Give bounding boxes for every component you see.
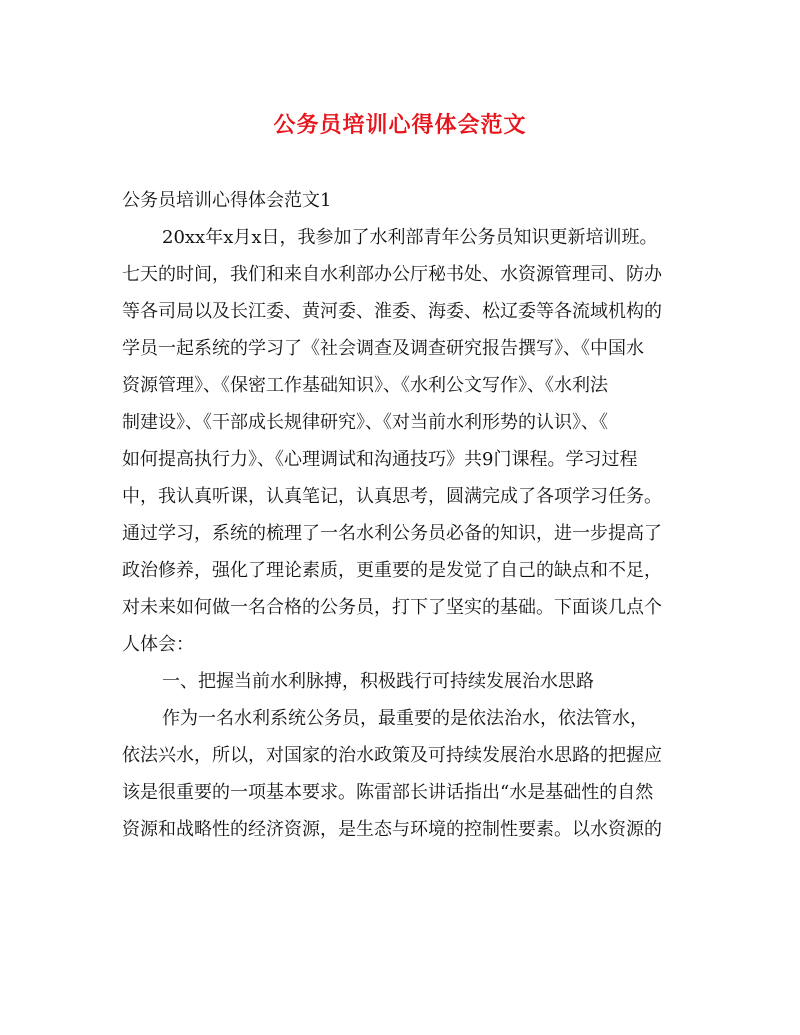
text-line: 通过学习，系统的梳理了一名水利公务员必备的知识，进一步提高了: [122, 523, 662, 544]
text-line: 20xx年x月x日，我参加了水利部青年公务员知识更新培训班。: [162, 227, 658, 248]
text-line: 等各司局以及长江委、黄河委、淮委、海委、松辽委等各流域机构的: [122, 301, 662, 322]
text-line: 资源管理》、《保密工作基础知识》、《水利公文写作》、《水利法: [122, 375, 608, 396]
text-line: 公务员培训心得体会范文1: [122, 190, 332, 211]
text-line: 依法兴水，所以，对国家的治水政策及可持续发展治水思路的把握应: [122, 745, 662, 766]
text-line: 学员一起系统的学习了《社会调查及调查研究报告撰写》、《中国水: [122, 338, 644, 359]
text-line: 如何提高执行力》、《心理调试和沟通技巧》共9门课程。学习过程: [122, 449, 638, 470]
text-line: 该是很重要的一项基本要求。陈雷部长讲话指出“水是基础性的自然: [122, 782, 654, 803]
text-line: 一、把握当前水利脉搏，积极践行可持续发展治水思路: [162, 671, 594, 692]
text-line: 七天的时间，我们和来自水利部办公厅秘书处、水资源管理司、防办: [122, 264, 662, 285]
text-line: 资源和战略性的经济资源，是生态与环境的控制性要素。以水资源的: [122, 819, 662, 840]
document-title: 公务员培训心得体会范文: [273, 112, 527, 138]
text-line: 对未来如何做一名合格的公务员，打下了坚实的基础。下面谈几点个: [122, 597, 662, 618]
document-body: [122, 182, 682, 848]
text-line: 中，我认真听课，认真笔记，认真思考，圆满完成了各项学习任务。: [122, 486, 662, 507]
text-line: 作为一名水利系统公务员，最重要的是依法治水，依法管水，: [162, 708, 648, 729]
text-line: 政治修养，强化了理论素质，更重要的是发觉了自己的缺点和不足，: [122, 560, 662, 581]
text-line: 人体会：: [122, 634, 194, 655]
text-line: 制建设》、《干部成长规律研究》、《对当前水利形势的认识》、《: [122, 412, 608, 433]
